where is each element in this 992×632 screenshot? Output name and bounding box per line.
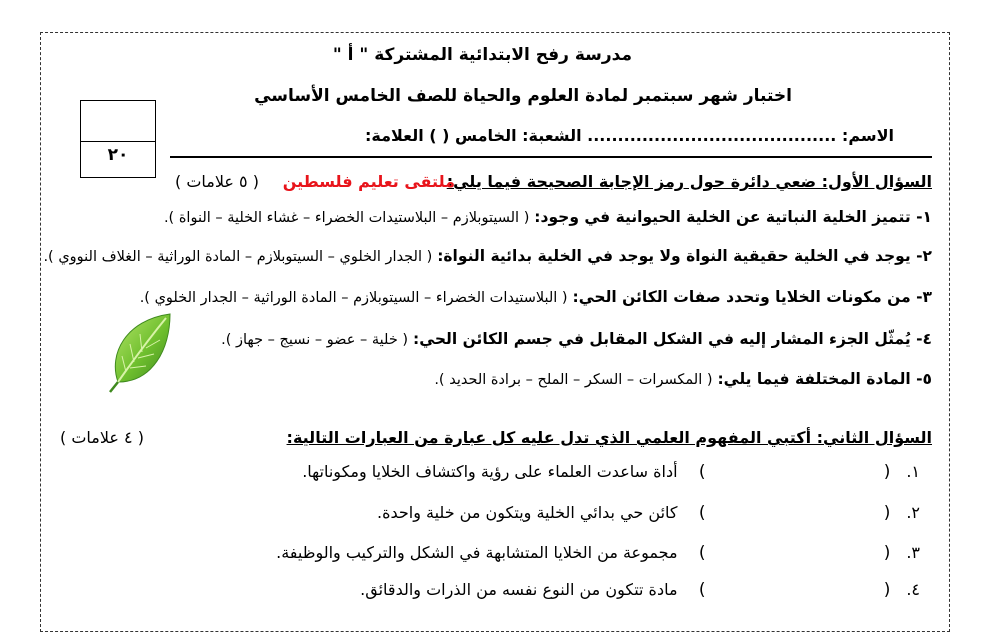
q2-item-4 bbox=[360, 580, 920, 600]
q1-heading bbox=[447, 172, 932, 191]
header-rule bbox=[170, 156, 932, 158]
grade-box-divider bbox=[81, 141, 155, 142]
q1-item-1-options: ( السيتوبلازم – البلاستيدات الخضراء – غشاء الخلية – النواة ). bbox=[163, 210, 530, 226]
q1-item-2-stem: ٢- يوجد في الخلية حقيقية النواة ولا يوجد في الخلية بدائية النواة: bbox=[437, 247, 932, 265]
school-name: مدرسة رفح الابتدائية المشتركة " أ " bbox=[332, 45, 632, 65]
total-marks: ٢٠ bbox=[107, 145, 129, 165]
q1-item-2-options: ( الجدار الخلوي – السيتوبلازم – المادة الوراثية – الغلاف النووي ). bbox=[43, 249, 433, 265]
q2-item-2-answer-blank[interactable]: ( ) bbox=[682, 503, 902, 523]
exam-title: اختبار شهر سبتمبر لمادة العلوم والحياة للصف الخامس الأساسي bbox=[254, 86, 792, 106]
q1-item-1 bbox=[164, 208, 932, 226]
q2-item-2-number: ٢. bbox=[906, 503, 920, 522]
q1-item-5-options: ( المكسرات – السكر – الملح – برادة الحديد ). bbox=[434, 372, 713, 388]
q1-marks: ( ٥ علامات ) bbox=[175, 172, 259, 191]
q1-item-2 bbox=[43, 247, 932, 265]
q2-item-3-answer-blank[interactable]: ( ) bbox=[682, 543, 902, 563]
grade-box bbox=[80, 100, 156, 178]
q1-item-3-options: ( البلاستيدات الخضراء – السيتوبلازم – المادة الوراثية – الجدار الخلوي ). bbox=[139, 290, 568, 306]
q2-item-2-text: كائن حي بدائي الخلية ويتكون من خلية واحدة. bbox=[376, 503, 678, 522]
q1-item-5-stem: ٥- المادة المختلفة فيما يلي: bbox=[717, 370, 932, 388]
student-info-line: الاسم: ......................................... الشعبة: الخامس ( ) العلامة: bbox=[365, 126, 894, 145]
q1-heading-text: السؤال الأول: ضعي دائرة حول رمز الإجابة الصحيحة فيما يلي: bbox=[446, 172, 932, 191]
q2-item-1-answer-blank[interactable]: ( ) bbox=[682, 462, 902, 482]
q2-heading bbox=[287, 428, 932, 447]
q1-item-5 bbox=[434, 370, 932, 388]
q2-item-4-number: ٤. bbox=[906, 580, 920, 599]
q2-item-1 bbox=[302, 462, 920, 482]
q1-item-3-stem: ٣- من مكونات الخلايا وتحدد صفات الكائن الحي: bbox=[572, 288, 932, 306]
q1-item-1-stem: ١- تتميز الخلية النباتية عن الخلية الحيوانية في وجود: bbox=[534, 208, 932, 226]
q2-item-3 bbox=[276, 543, 920, 563]
q1-item-4-stem: ٤- يُمثّل الجزء المشار إليه في الشكل المقابل في جسم الكائن الحي: bbox=[413, 330, 932, 348]
q1-item-3 bbox=[140, 288, 932, 306]
q2-item-3-text: مجموعة من الخلايا المتشابهة في الشكل والتركيب والوظيفة. bbox=[276, 543, 678, 562]
q2-item-3-number: ٣. bbox=[906, 543, 920, 562]
q2-item-4-answer-blank[interactable]: ( ) bbox=[682, 580, 902, 600]
q2-item-1-number: ١. bbox=[906, 462, 920, 481]
q2-heading-text: السؤال الثاني: أكتبي المفهوم العلمي الذي تدل عليه كل عبارة من العبارات التالية: bbox=[286, 428, 932, 447]
leaf-icon bbox=[104, 310, 176, 394]
q1-item-4 bbox=[221, 330, 932, 348]
q2-item-4-text: مادة تتكون من النوع نفسه من الذرات والدقائق. bbox=[360, 580, 678, 599]
q2-item-1-text: أداة ساعدت العلماء على رؤية واكتشاف الخلايا ومكوناتها. bbox=[302, 462, 678, 481]
q1-item-4-options: ( خلية – عضو – نسيج – جهاز ). bbox=[221, 332, 409, 348]
q2-item-2 bbox=[377, 503, 920, 523]
q2-marks: ( ٤ علامات ) bbox=[60, 428, 144, 447]
watermark-text: ملتقى تعليم فلسطين bbox=[282, 172, 455, 191]
